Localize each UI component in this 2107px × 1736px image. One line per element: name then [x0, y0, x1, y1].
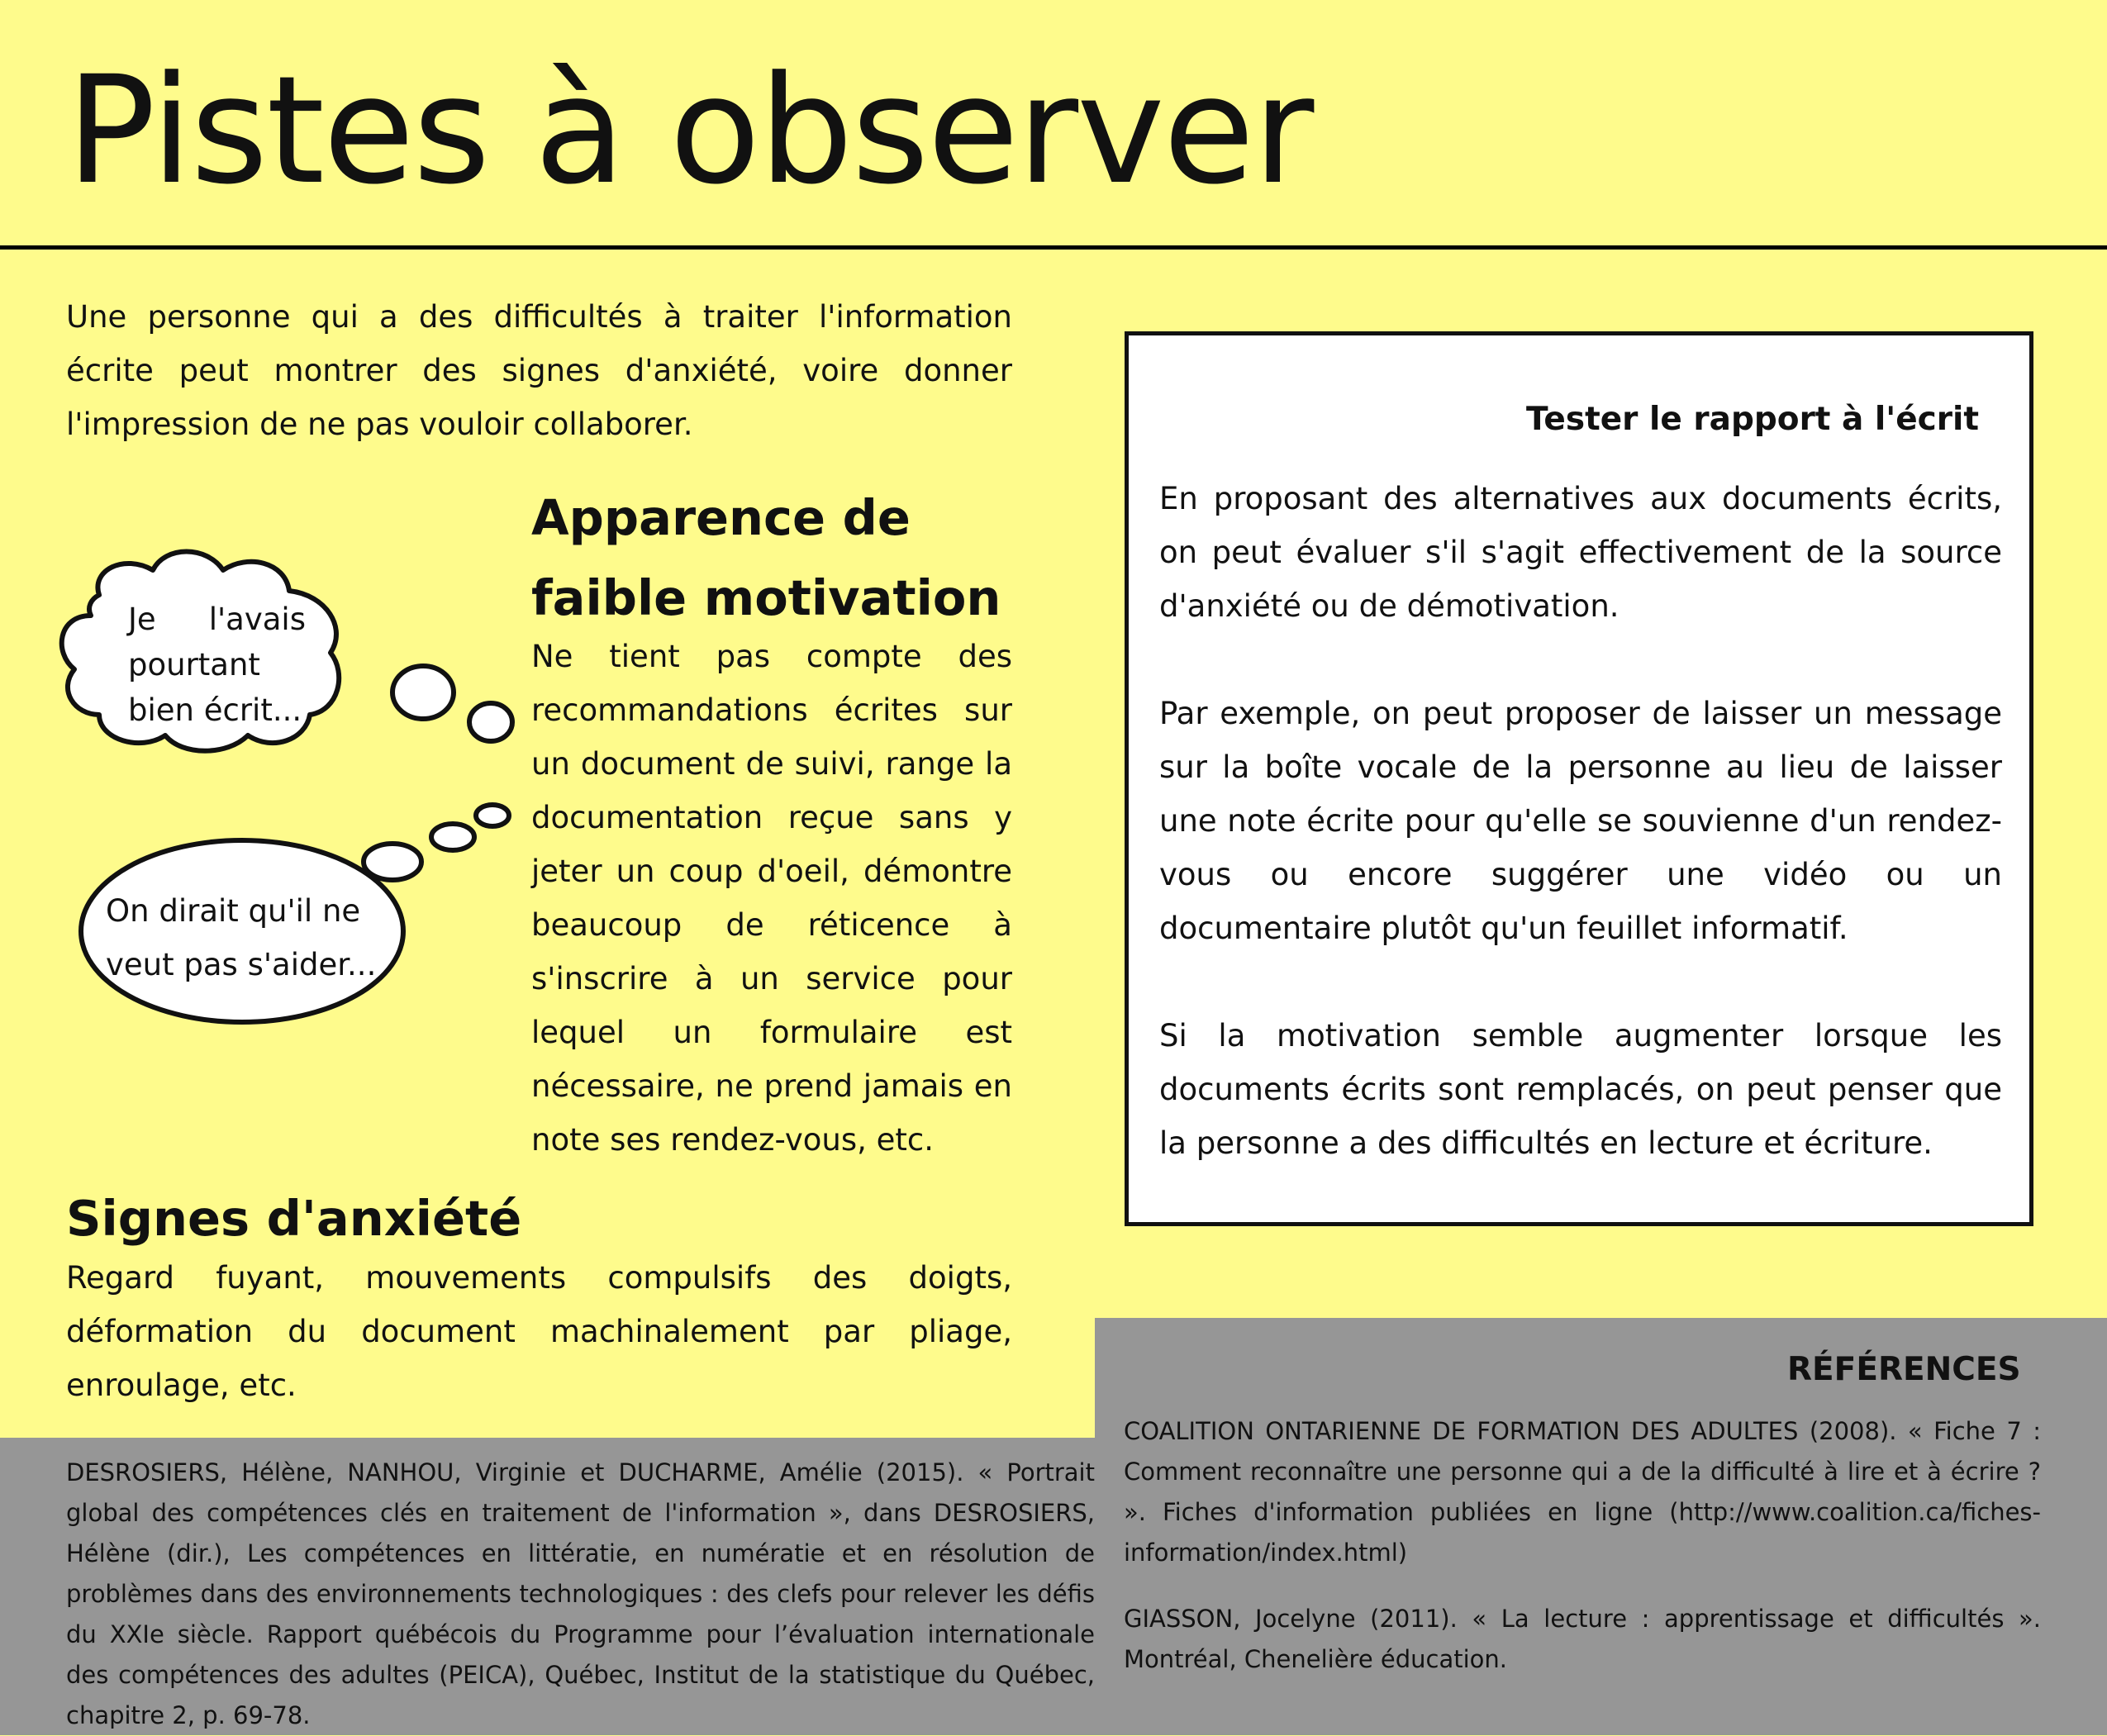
thought-dot [431, 824, 474, 850]
anxiety-heading: Signes d'anxiété [66, 1190, 522, 1247]
anxiety-paragraph: Regard fuyant, mouvements compulsifs des doigts, déformation du document machinalement par pliage, enroulage, etc. [66, 1260, 1012, 1403]
reference-item: DESROSIERS, Hélène, NANHOU, Virginie et DUCHARME, Amélie (2015). « Portrait global des compétences clés en traitement de l'information », dans DESROSIERS, Hélène (dir.), Les compétences en littératie, en numératie et en résolution de problèmes dans des environnements technologiques : des clefs pour relever les défis du XXIe siècle. Rapport québécois du Programme pour l’évaluation internationale des compétences des adultes (PEICA), Québec, Institut de la statistique du Québec, chapitre 2, p. 69-78. [66, 1458, 1095, 1729]
thought-bubble-1-text: Je l'avais pourtant bien écrit... [128, 602, 306, 728]
reference-item: COALITION ONTARIENNE DE FORMATION DES ADULTES (2008). « Fiche 7 : Comment reconnaître une personne qui a de la difficulté à lire et à écrire ? ». Fiches d'information publiées en ligne (http://www.coalition.ca/fiches-information/index.html) [1124, 1417, 2041, 1567]
test-box-paragraph-1: En proposant des alternatives aux documents écrits, on peut évaluer s'il s'agit effectivement de la source d'anxiété ou de démotivation. [1159, 481, 2002, 624]
thought-dot [476, 805, 509, 826]
thought-dot [364, 844, 421, 880]
test-box-title: Tester le rapport à l'écrit [1526, 401, 1980, 438]
test-box-paragraph-2: Par exemple, on peut proposer de laisser un message sur la boîte vocale de la personne au lieu de laisser une note écrite pour qu'elle se souvienne d'un rendez-vous ou encore suggérer une vidéo ou un documentaire plutôt qu'un feuillet informatif. [1159, 696, 2002, 946]
test-box-paragraph-3: Si la motivation semble augmenter lorsque les documents écrits sont remplacés, on peut penser que la personne a des difficultés en lecture et écriture. [1159, 1018, 2002, 1161]
reference-item: GIASSON, Jocelyne (2011). « La lecture : apprentissage et difficultés ». Montréal, Chenelière éducation. [1124, 1605, 2041, 1673]
motivation-paragraph: Ne tient pas compte des recommandations écrites sur un document de suivi, range la documentation reçue sans y jeter un coup d'oeil, démontre beaucoup de réticence à s'inscrire à un service pour lequel un formulaire est nécessaire, ne prend jamais en note ses rendez-vous, etc. [531, 639, 1012, 1158]
motivation-heading: Apparence de faible motivation [531, 489, 1001, 626]
thought-dot [392, 666, 454, 719]
title-divider [0, 245, 2107, 250]
intro-paragraph: Une personne qui a des difficultés à traiter l'information écrite peut montrer des signes d'anxiété, voire donner l'impression de ne pas vouloir collaborer. [66, 299, 1012, 442]
thought-dot [469, 703, 512, 741]
thought-bubble-2-text: On dirait qu'il ne veut pas s'aider... [106, 893, 377, 982]
references-heading: RÉFÉRENCES [1787, 1351, 2021, 1388]
page-title: Pistes à observer [66, 45, 1313, 217]
